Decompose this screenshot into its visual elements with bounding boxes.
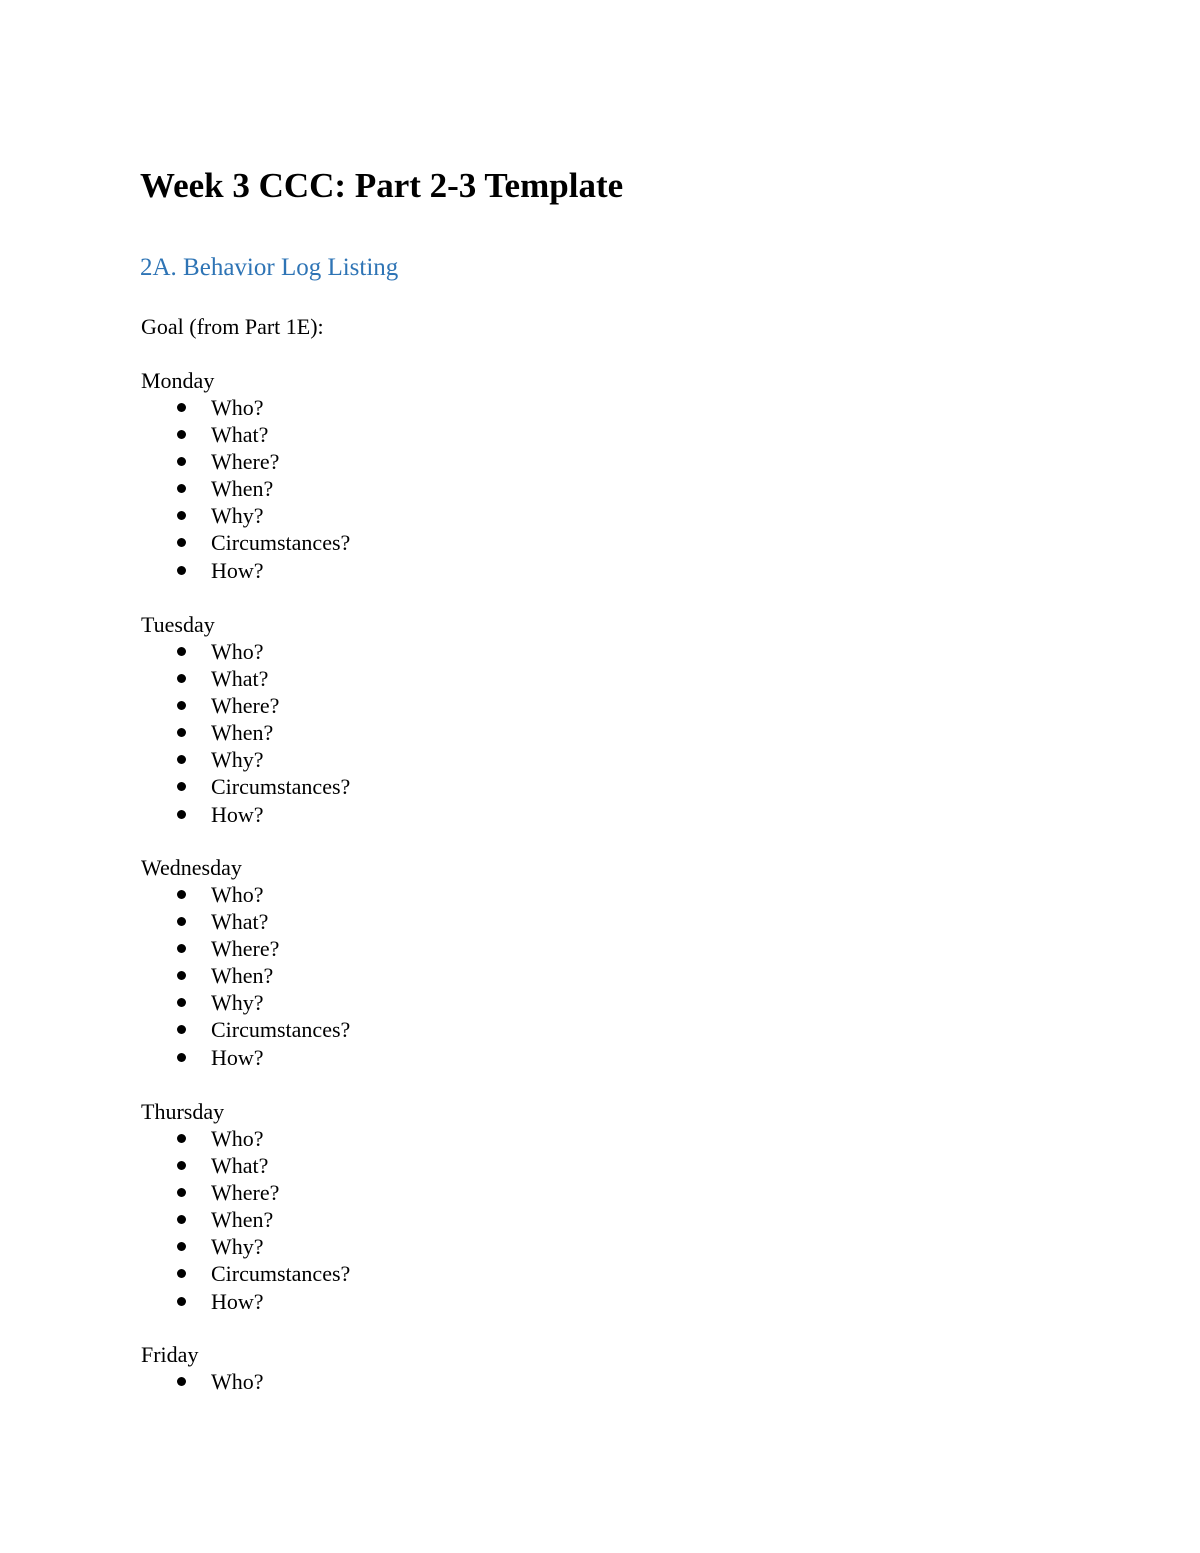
list-item <box>141 394 741 421</box>
bullet-icon <box>177 701 186 710</box>
question-text: How? <box>211 557 264 583</box>
list-item <box>141 773 741 800</box>
list-item <box>141 529 741 556</box>
question-text: What? <box>211 1153 269 1179</box>
list-item <box>141 448 741 475</box>
question-text: Circumstances? <box>211 1261 351 1287</box>
question-text: When? <box>211 720 274 746</box>
list-item <box>141 989 741 1016</box>
bullet-icon <box>177 647 186 656</box>
question-list <box>141 1368 741 1395</box>
question-text: Circumstances? <box>211 530 351 556</box>
bullet-icon <box>177 971 186 980</box>
bullet-icon <box>177 1269 186 1278</box>
list-item <box>141 421 741 448</box>
bullet-icon <box>177 1053 186 1062</box>
bullet-icon <box>177 484 186 493</box>
bullet-icon <box>177 403 186 412</box>
question-text: Where? <box>211 1180 280 1206</box>
bullet-icon <box>177 1161 186 1170</box>
list-item <box>141 746 741 773</box>
question-text: Who? <box>211 1369 264 1394</box>
bullet-icon <box>177 538 186 547</box>
bullet-icon <box>177 1025 186 1034</box>
goal-label: Goal (from Part 1E): <box>141 314 324 339</box>
day-label: Tuesday <box>141 612 215 637</box>
question-text: Who? <box>211 639 264 664</box>
question-text: Why? <box>211 990 264 1016</box>
list-item <box>141 665 741 692</box>
document-title: Week 3 CCC: Part 2-3 Template <box>140 166 624 205</box>
day-label: Friday <box>141 1342 199 1367</box>
bullet-icon <box>177 890 186 899</box>
question-text: Why? <box>211 503 264 529</box>
question-text: What? <box>211 666 269 692</box>
question-text: Circumstances? <box>211 774 351 800</box>
bullet-icon <box>177 1215 186 1224</box>
question-text: Why? <box>211 747 264 773</box>
bullet-icon <box>177 430 186 439</box>
day-label: Monday <box>141 368 215 393</box>
list-item <box>141 1179 741 1206</box>
question-list <box>141 638 741 828</box>
bullet-icon <box>177 1242 186 1251</box>
question-text: When? <box>211 963 274 989</box>
list-item <box>141 1233 741 1260</box>
bullet-icon <box>177 810 186 819</box>
list-item <box>141 1016 741 1043</box>
list-item <box>141 1368 741 1395</box>
bullet-icon <box>177 1188 186 1197</box>
question-text: Who? <box>211 395 264 420</box>
day-section-thursday <box>141 1098 741 1315</box>
question-text: Circumstances? <box>211 1017 351 1043</box>
question-text: When? <box>211 1207 274 1233</box>
list-item <box>141 719 741 746</box>
day-section-wednesday <box>141 854 741 1071</box>
list-item <box>141 557 741 584</box>
bullet-icon <box>177 674 186 683</box>
list-item <box>141 1125 741 1152</box>
bullet-icon <box>177 1297 186 1306</box>
question-text: What? <box>211 909 269 935</box>
question-text: Where? <box>211 449 280 475</box>
question-text: What? <box>211 422 269 448</box>
bullet-icon <box>177 944 186 953</box>
list-item <box>141 1206 741 1233</box>
bullet-icon <box>177 998 186 1007</box>
bullet-icon <box>177 1134 186 1143</box>
day-section-friday <box>141 1341 741 1395</box>
list-item <box>141 475 741 502</box>
bullet-icon <box>177 782 186 791</box>
question-text: Who? <box>211 882 264 907</box>
bullet-icon <box>177 511 186 520</box>
list-item <box>141 962 741 989</box>
question-text: Who? <box>211 1126 264 1151</box>
question-text: Why? <box>211 1234 264 1260</box>
list-item <box>141 1044 741 1071</box>
question-list <box>141 881 741 1071</box>
question-text: How? <box>211 1288 264 1314</box>
bullet-icon <box>177 457 186 466</box>
question-text: How? <box>211 1044 264 1070</box>
bullet-icon <box>177 917 186 926</box>
list-item <box>141 692 741 719</box>
list-item <box>141 1152 741 1179</box>
list-item <box>141 502 741 529</box>
question-list <box>141 394 741 584</box>
bullet-icon <box>177 728 186 737</box>
section-heading: 2A. Behavior Log Listing <box>140 254 399 281</box>
bullet-icon <box>177 566 186 575</box>
list-item <box>141 638 741 665</box>
list-item <box>141 908 741 935</box>
list-item <box>141 1288 741 1315</box>
question-text: How? <box>211 801 264 827</box>
question-list <box>141 1125 741 1315</box>
question-text: Where? <box>211 936 280 962</box>
day-label: Thursday <box>141 1099 225 1124</box>
question-text: When? <box>211 476 274 502</box>
bullet-icon <box>177 755 186 764</box>
day-label: Wednesday <box>141 855 242 880</box>
day-section-monday <box>141 367 741 584</box>
bullet-icon <box>177 1377 186 1386</box>
list-item <box>141 881 741 908</box>
list-item <box>141 935 741 962</box>
day-section-tuesday <box>141 611 741 828</box>
question-text: Where? <box>211 693 280 719</box>
list-item <box>141 1260 741 1287</box>
list-item <box>141 801 741 828</box>
